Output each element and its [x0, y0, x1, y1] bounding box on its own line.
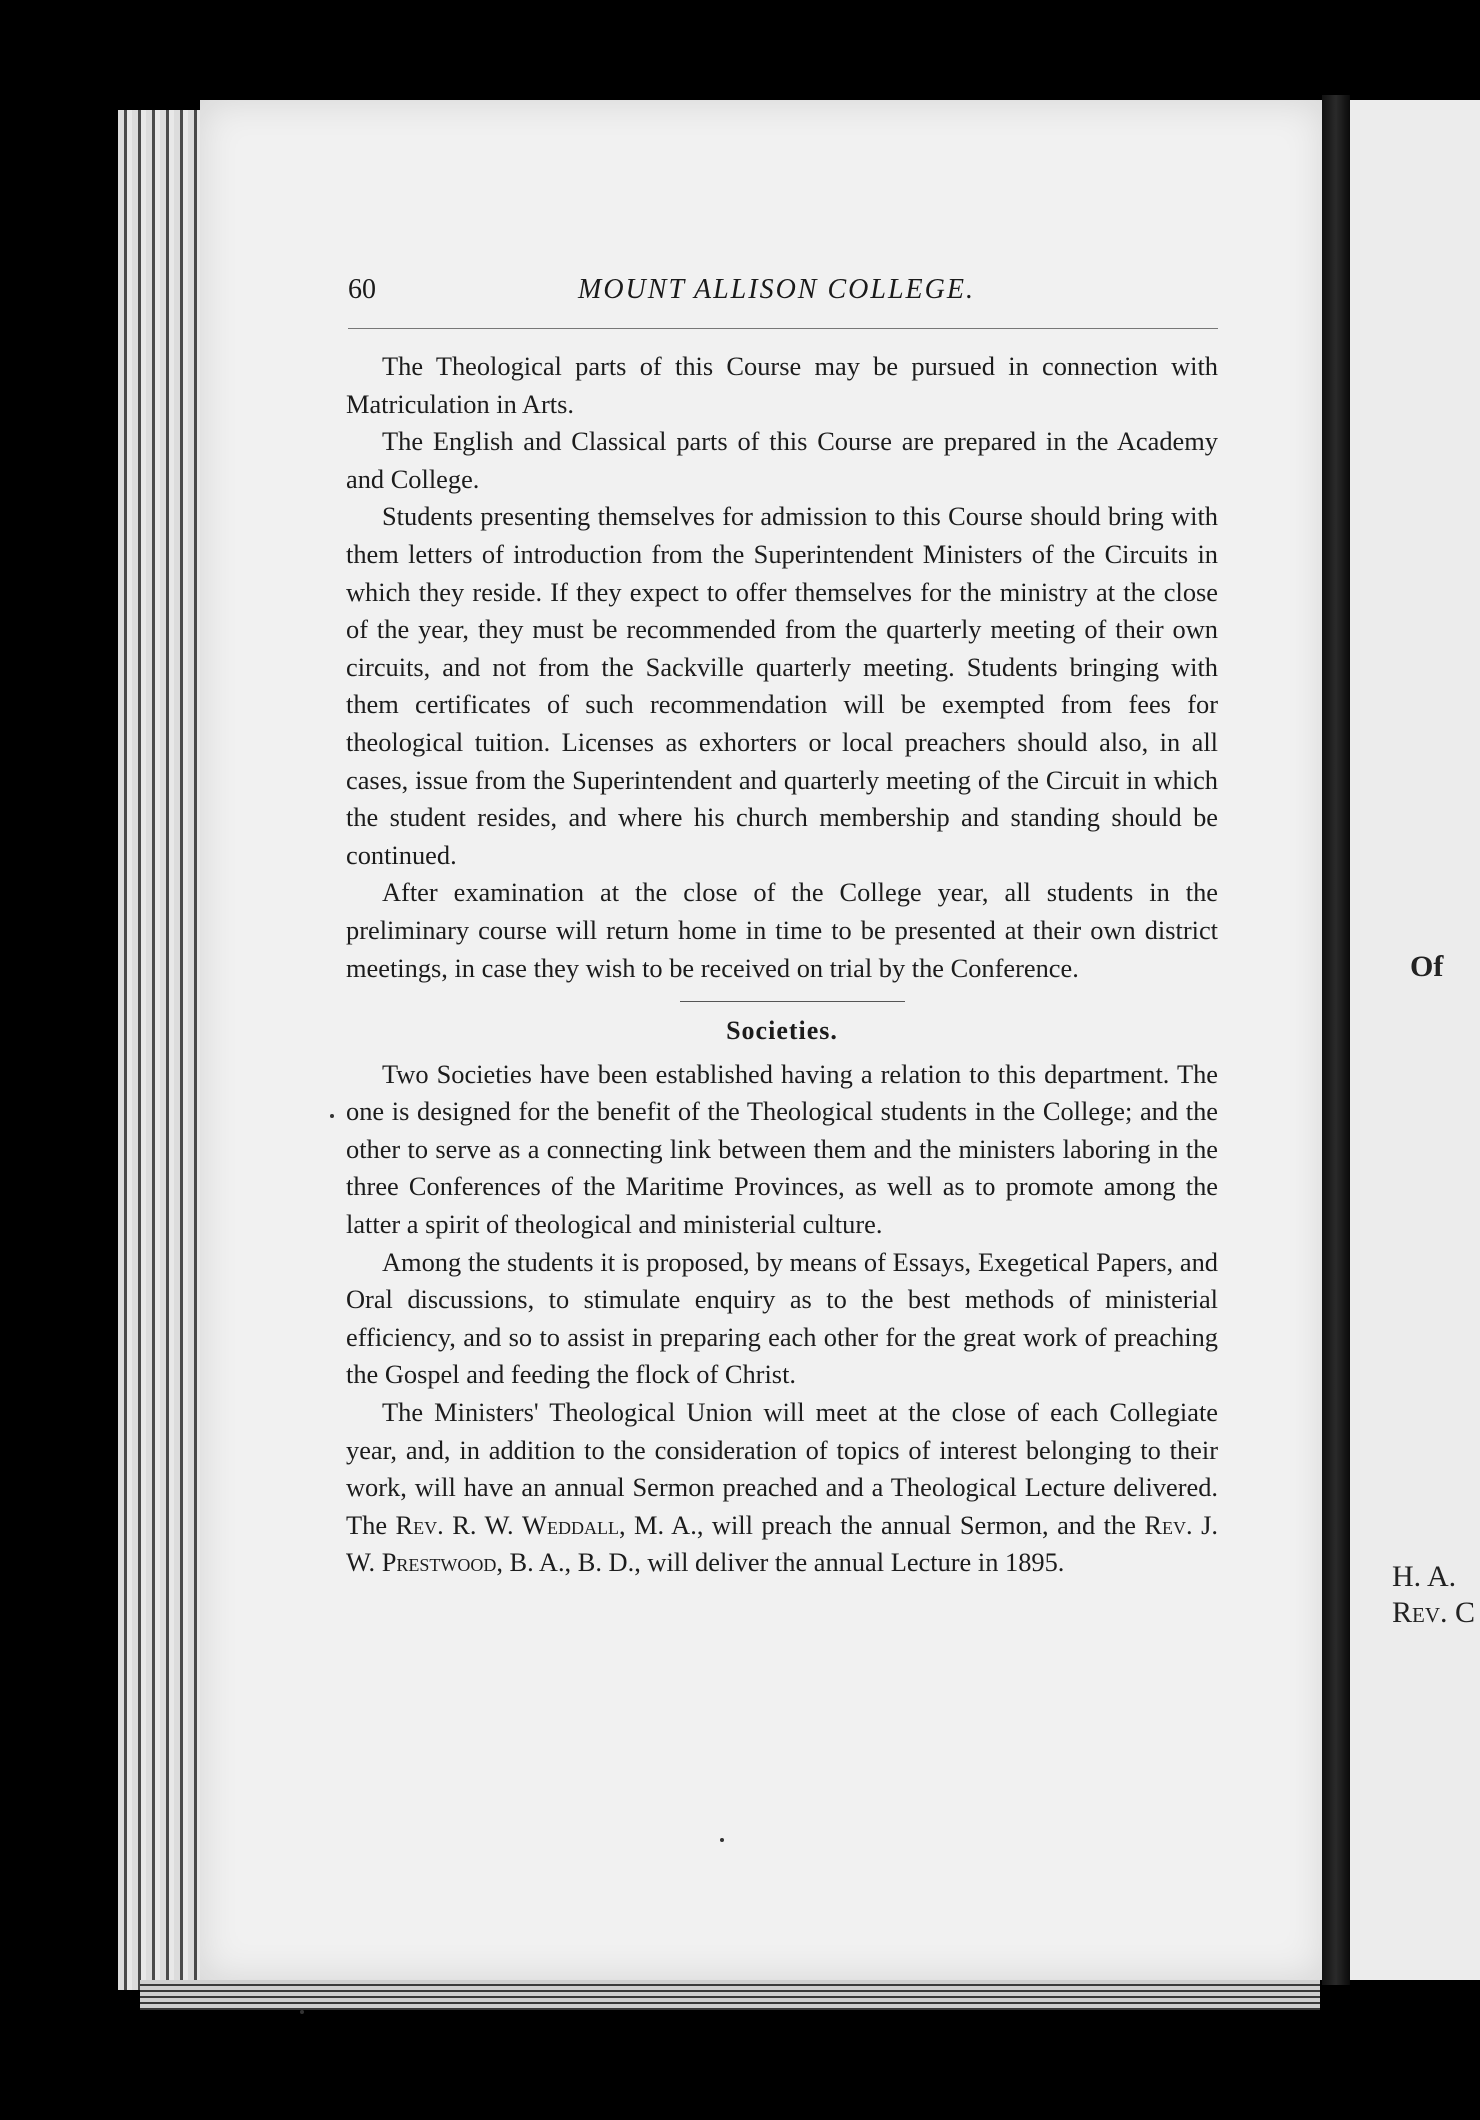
page-edges-left: [118, 110, 213, 1990]
text-run: , B. A., B. D., will deliver the annual Lecture in 1895.: [496, 1547, 1065, 1578]
text-run: R. W.: [443, 1509, 523, 1540]
ink-speck: [300, 2010, 304, 2014]
paragraph: Students presenting themselves for admission to this Course should bring with them letters of introduction from the Superintendent Ministers of the Circuits in which they reside. If they expect to offer themselves for the ministry at the close of the year, they must be recommended from the quarterly meeting of their own circuits, and not from the Sackville quarterly meeting. Students bringing with them certificates of such recommendation will be exempted from fees for theological tuition. Licenses as exhorters or local preachers should also, in all cases, issue from the Superintendent and quarterly meeting of the Circuit in which the student resides, and where his church membership and standing should be continued.: [346, 501, 1218, 870]
facing-page-fragment: Rev. C: [1392, 1596, 1476, 1629]
page-body: [346, 348, 1218, 1582]
person-surname: Weddall: [522, 1509, 619, 1540]
section-heading: Societies.: [726, 1016, 838, 1046]
person-surname: Prestwood: [381, 1547, 497, 1578]
page-number: 60: [348, 274, 376, 305]
running-title: MOUNT ALLISON COLLEGE.: [578, 274, 975, 305]
header-rule: [348, 328, 1218, 329]
section-divider: [680, 1001, 905, 1002]
text-run: The Ministers' Theological Union will meet at the close of each Collegiate year, and, in addition to the consideration of topics of interest belonging to their work, will have an annual Sermon preached and a Theological Lecture delivered. The: [346, 1397, 1218, 1540]
ink-speck: [330, 1114, 334, 1118]
paragraph: Two Societies have been established having a relation to this department. The one is designed for the benefit of the Theological students in the College; and the other to serve as a connecting link between them and the ministers laboring in the three Conferences of the Maritime Provinces, as well as to promote among the latter a spirit of theological and ministerial culture.: [346, 1058, 1218, 1240]
paragraph: The Theological parts of this Course may be pursued in connection with Matriculation in Arts.: [346, 351, 1218, 419]
final-paragraph: [346, 1394, 1218, 1582]
paragraph: Among the students it is proposed, by means of Essays, Exegetical Papers, and Oral discussions, to stimulate enquiry as to the best methods of ministerial efficiency, and so to assist in preparing each other for the great work of preaching the Gospel and feeding the flock of Christ.: [346, 1246, 1218, 1390]
paragraph: The English and Classical parts of this Course are prepared in the Academy and College.: [346, 426, 1218, 494]
text-run: , M. A., will preach the annual Sermon, and the: [618, 1509, 1145, 1540]
paragraph: After examination at the close of the College year, all students in the preliminary course will return home in time to be presented at their own district meetings, in case they wish to be received on trial by the Conference.: [346, 877, 1218, 983]
page-edges-bottom: [140, 1980, 1320, 2010]
ink-speck: [720, 1838, 724, 1842]
text-run: J. W.: [346, 1509, 1218, 1578]
title-rev: Rev.: [1144, 1509, 1193, 1540]
page-header: [348, 274, 1208, 314]
book-gutter: [1322, 95, 1350, 1985]
title-rev: Rev.: [395, 1509, 444, 1540]
facing-page-fragment: Of: [1410, 950, 1444, 983]
facing-page-fragment: H. A.: [1392, 1560, 1457, 1593]
facing-page: [1350, 100, 1480, 1980]
